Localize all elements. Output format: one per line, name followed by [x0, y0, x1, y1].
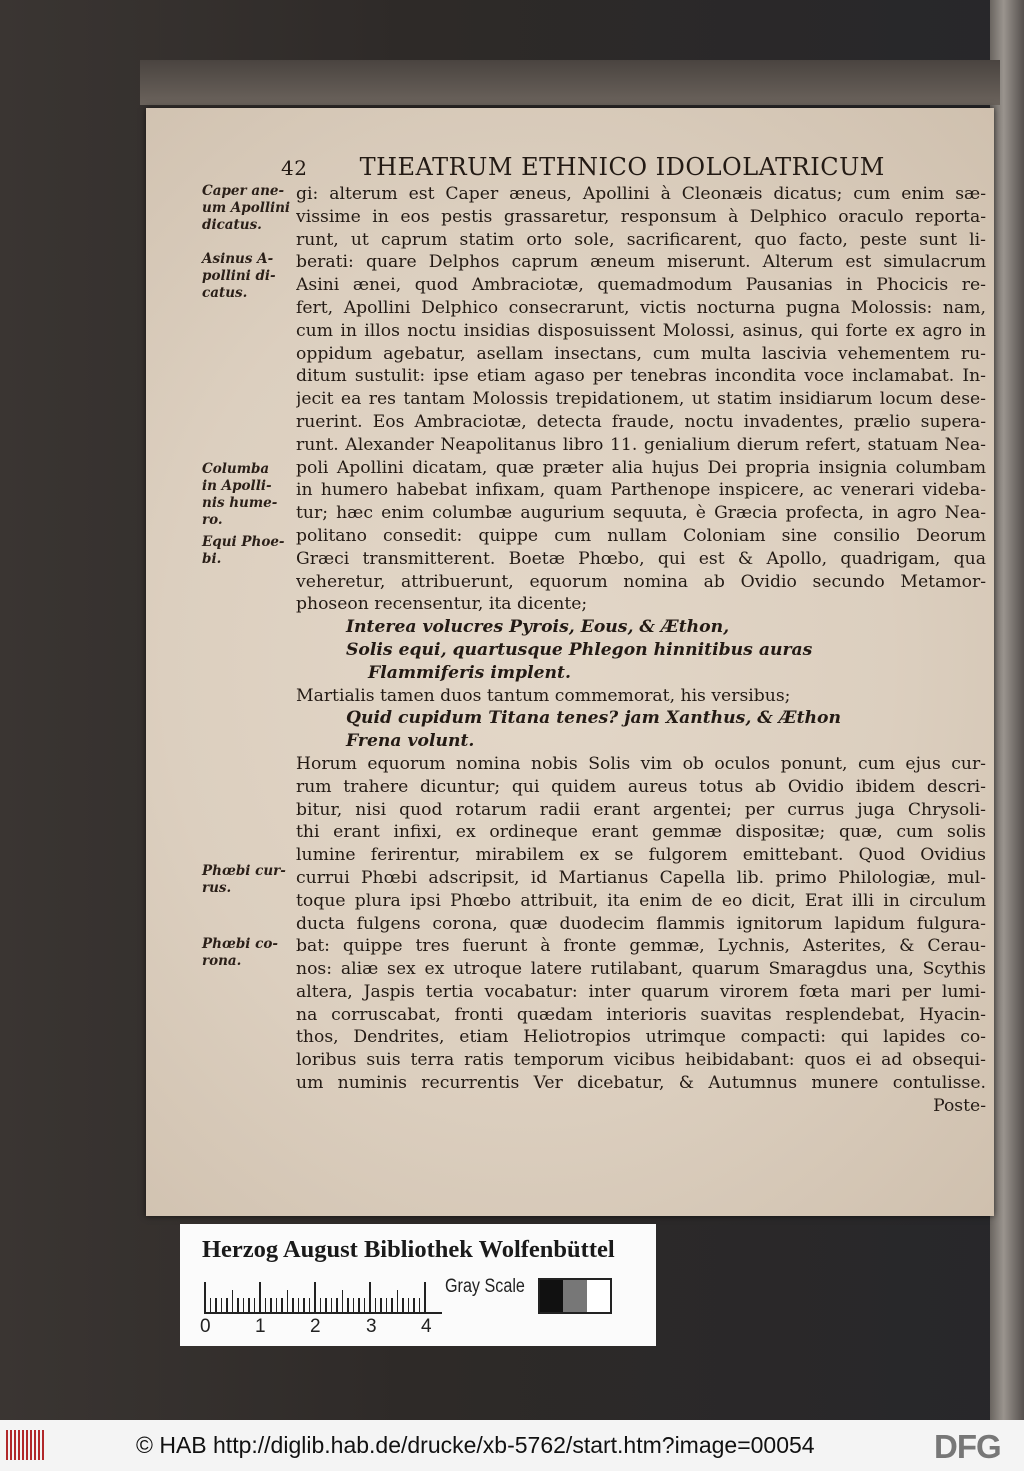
page-number: 42	[281, 156, 308, 180]
text-line: runt, ut caprum statim orto sole, sacrificarent, quo facto, peste sunt li-	[296, 229, 986, 250]
text-line: phoseon recensentur, ita dicente;	[296, 594, 588, 615]
ruler-tick	[287, 1290, 289, 1312]
text-line: altera, Jaspis tertia vocabatur: inter quarum virorem fœta mari per lumi-	[296, 981, 986, 1002]
text-line: fert, Apollini Delphico consecrarunt, victis nocturna pugna Molossis: nam,	[296, 297, 986, 318]
footer-bar	[0, 1420, 1024, 1471]
ruler-tick	[358, 1298, 360, 1312]
ruler-number: 3	[366, 1316, 377, 1337]
ruler-number: 1	[255, 1316, 266, 1337]
text-line: veheretur, attribuerunt, equorum nomina ab Ovidio secundo Metamor-	[296, 571, 986, 592]
ruler-tick	[226, 1298, 228, 1312]
ruler-tick	[397, 1290, 399, 1312]
verse-line: Quid cupidum Titana tenes? jam Xanthus, & Æthon	[346, 708, 841, 729]
ruler-tick	[243, 1298, 245, 1312]
footer-url-text[interactable]: © HAB http://diglib.hab.de/drucke/xb-5762/start.htm?image=00054	[136, 1432, 815, 1458]
ruler-tick	[210, 1298, 212, 1312]
page-top-shadow	[140, 60, 1000, 105]
ruler-tick	[298, 1298, 300, 1312]
ruler-tick	[204, 1282, 206, 1312]
running-head-title: THEATRUM ETHNICO IDOLOLATRICUM	[359, 153, 885, 181]
text-line: ruerint. Eos Ambraciotæ, detecta fraude, noctu invadentes, prælio supera-	[296, 411, 986, 432]
text-line: na corruscabat, fronti quædam interioris suavitas resplendebat, Hyacin-	[296, 1004, 986, 1025]
text-line: bat: quippe tres fuerunt à fronte gemmæ, Lychnis, Asterites, & Cerau-	[296, 936, 986, 957]
gray-scale-swatches	[538, 1278, 612, 1314]
ruler-tick	[237, 1298, 239, 1312]
book-page	[146, 108, 994, 1216]
text-line: ducta fulgens corona, quæ duodecim flammis ignitorum lapidum fulgura-	[296, 913, 986, 934]
library-label	[180, 1224, 656, 1346]
ruler-tick	[347, 1298, 349, 1312]
gray-swatch	[540, 1280, 563, 1312]
library-name: Herzog August Bibliothek Wolfenbüttel	[202, 1236, 615, 1263]
running-head	[281, 153, 981, 181]
text-line: rum trahere dicuntur; qui quidem aureus totus ab Ovidio ibidem descri-	[296, 776, 986, 797]
ruler-tick	[320, 1298, 322, 1312]
ruler-tick	[353, 1298, 355, 1312]
ruler-tick	[364, 1298, 366, 1312]
ruler-number: 4	[421, 1316, 432, 1337]
verse-line: Flammiferis implent.	[368, 662, 571, 683]
verse-line: Solis equi, quartusque Phlegon hinnitibus auras	[346, 639, 813, 660]
ruler-tick	[254, 1298, 256, 1312]
ruler-tick	[424, 1282, 426, 1312]
text-line: runt. Alexander Neapolitanus libro 11. genialium dierum refert, statuam Nea-	[296, 434, 986, 455]
ruler-tick	[391, 1298, 393, 1312]
text-line: thos, Dendrites, etiam Heliotropios utrimque compacti: qui lapides co-	[296, 1027, 986, 1048]
hab-logo-icon	[6, 1430, 46, 1460]
text-line: Græci transmitterent. Boetæ Phœbo, qui est & Apollo, quadrigam, qua	[296, 548, 986, 569]
ruler-tick	[309, 1298, 311, 1312]
ruler-tick	[419, 1298, 421, 1312]
ruler-tick	[303, 1298, 305, 1312]
margin-note: Phœbi cur- rus.	[202, 863, 286, 896]
ruler-tick	[386, 1298, 388, 1312]
ruler-tick	[281, 1298, 283, 1312]
text-line: bitur, nisi quod rotarum radii erant argentei; per currus juga Chrysoli-	[296, 799, 986, 820]
text-line: Horum equorum nomina nobis Solis vim ob oculos ponunt, cum ejus cur-	[296, 753, 986, 774]
ruler-tick	[336, 1298, 338, 1312]
ruler-tick	[408, 1298, 410, 1312]
ruler-tick	[331, 1298, 333, 1312]
text-line: currui Phœbi adscripsit, id Martianus Capella lib. primo Philologiæ, mul-	[296, 867, 986, 888]
text-line: in humero habebat infixam, quam Parthenope inspicere, ac venerari videba-	[296, 480, 986, 501]
ruler-tick	[248, 1298, 250, 1312]
page-edge	[990, 0, 1024, 1420]
verse-line: Frena volunt.	[346, 731, 475, 752]
ruler-number: 0	[200, 1316, 211, 1337]
ruler-tick	[375, 1298, 377, 1312]
catchword: Poste-	[933, 1095, 986, 1116]
scale-ruler	[204, 1278, 442, 1314]
dfg-logo: DFG	[934, 1428, 1001, 1465]
text-line: tur; hæc enim columbæ augurium sequuta, è Græcia profecta, in agro Nea-	[296, 503, 986, 524]
text-line: um numinis recurrentis Ver dicebatur, & Autumnus munere contulisse.	[296, 1073, 986, 1094]
margin-note: Phœbi co- rona.	[202, 936, 278, 969]
ruler-tick	[259, 1282, 261, 1312]
ruler-number: 2	[310, 1316, 321, 1337]
text-line: lumine ferirentur, mirabilem ex se fulgorem emittebant. Quod Ovidius	[296, 845, 986, 866]
ruler-tick	[292, 1298, 294, 1312]
text-line: oppidum agebatur, asellam insectans, cum multa lascivia vehementem ru-	[296, 343, 986, 364]
ruler-tick	[221, 1298, 223, 1312]
gray-scale-caption: Gray Scale	[445, 1276, 525, 1297]
ruler-tick	[342, 1290, 344, 1312]
ruler-tick	[215, 1298, 217, 1312]
margin-note: Equi Phoe- bi.	[202, 534, 285, 567]
text-line: berati: quare Delphos caprum æneum miserunt. Alterum est simulacrum	[296, 252, 986, 273]
ruler-tick	[276, 1298, 278, 1312]
ruler-tick	[314, 1282, 316, 1312]
text-line: poli Apollini dicatam, quæ præter alia hujus Dei propria insignia columbam	[296, 457, 986, 478]
text-line: thi erant infixi, ex ordineque erant gemmæ dispositæ; quæ, cum solis	[296, 822, 986, 843]
margin-note: Asinus A- pollini di- catus.	[202, 251, 276, 301]
ruler-tick	[369, 1282, 371, 1312]
text-line: loribus suis terra ratis temporum vicibus heibidabant: quos ei ad obsequi-	[296, 1050, 986, 1071]
ruler-tick	[265, 1298, 267, 1312]
ruler-tick	[325, 1298, 327, 1312]
text-line: gi: alterum est Caper æneus, Apollini à Cleonæis dicatus; cum enim sæ-	[296, 184, 986, 204]
text-line: vissime in eos pestis grassaretur, responsum à Delphico oraculo reporta-	[296, 206, 986, 227]
margin-note: Columba in Apolli- nis hume- ro.	[202, 461, 278, 528]
ruler-tick	[232, 1290, 234, 1312]
verse-line: Interea volucres Pyrois, Eous, & Æthon,	[346, 617, 730, 638]
text-line: toque plura ipsi Phœbo attribuit, ita enim de eo dicit, Erat illi in circulum	[296, 890, 986, 911]
text-line: Martialis tamen duos tantum commemorat, his versibus;	[296, 685, 791, 706]
text-line: nos: aliæ sex ex utroque latere rutilabant, quarum Smaragdus una, Scythis	[296, 959, 986, 980]
gray-swatch	[563, 1280, 586, 1312]
text-line: jecit ea res tantam Molossis trepidationem, ut statim insidiarum locum dese-	[296, 389, 986, 410]
ruler-tick	[270, 1298, 272, 1312]
text-line: Asini ænei, quod Ambraciotæ, quemadmodum Pausanias in Phocicis re-	[296, 275, 986, 296]
gray-swatch	[587, 1280, 610, 1312]
text-line: politano consedit: quippe cum nullam Coloniam sine consilio Deorum	[296, 525, 986, 546]
ruler-tick	[380, 1298, 382, 1312]
ruler-tick	[402, 1298, 404, 1312]
margin-note: Caper ane- um Apollini dicatus.	[202, 183, 291, 233]
body-text	[296, 183, 986, 1118]
text-line: ditum sustulit: ipse etiam agaso per tenebras incondita voce inclamabat. In-	[296, 366, 986, 387]
text-line: cum in illos noctu insidias disposuissent Molossi, asinus, qui forte ex agro in	[296, 320, 986, 341]
ruler-tick	[413, 1298, 415, 1312]
